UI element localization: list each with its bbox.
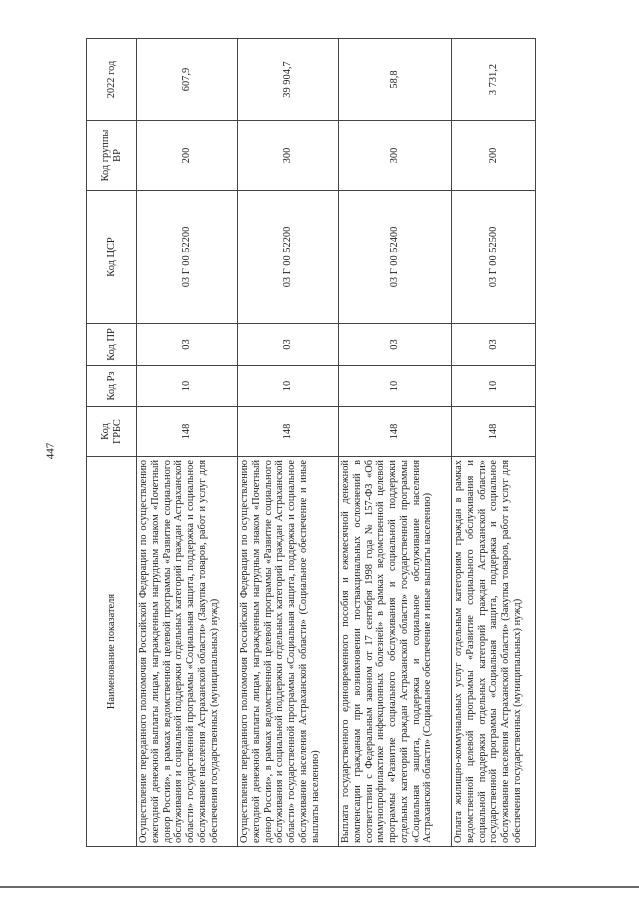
bottom-rule — [0, 886, 639, 888]
budget-table-wrapper — [86, 39, 535, 847]
row-vr: 300 — [238, 121, 339, 191]
row-rz: 10 — [137, 366, 238, 407]
row-name: Оплата жилищно-коммунальных услуг отдельным категориям граждан в рамках ведомственной целевой программы «Развитие социального обслуживания и социальной поддержки отдельных категорий граждан Астраханской области» государственной программы «Социальная защита, поддержка и социальное обслуживание населения Астраханской области» (Закупка товаров, работ и услуг для обеспечения государственных (муниципальных) нужд) — [452, 457, 536, 847]
budget-table — [86, 38, 536, 847]
row-rz: 10 — [452, 366, 536, 407]
table-header-row — [87, 39, 137, 847]
header-rz: Код Рз — [87, 366, 137, 407]
row-value: 58,8 — [339, 39, 452, 121]
header-year: 2022 год — [87, 39, 137, 121]
table-row — [238, 39, 339, 847]
row-csr: 03 Г 00 52200 — [238, 191, 339, 324]
table-row — [452, 39, 536, 847]
row-csr: 03 Г 00 52400 — [339, 191, 452, 324]
row-csr: 03 Г 00 52200 — [137, 191, 238, 324]
row-value: 39 904,7 — [238, 39, 339, 121]
header-vr: Код группы ВР — [87, 121, 137, 191]
page-number: 447 — [44, 442, 57, 460]
row-pr: 03 — [137, 324, 238, 366]
row-name: Осуществление переданного полномочия Российской Федерации по осуществлению ежегодной денежной выплаты лицам, награжденным нагрудным знаком «Почетный донор России», в рамках ведомственной целевой программы «Развитие социального обслуживания и социальной поддержки отдельных категорий граждан Астраханской области» государственной программы «Социальная защита, поддержка и социальное обслуживание населения Астраханской области» (Социальное обеспечение и иные выплаты населению) — [238, 457, 339, 847]
table-row — [339, 39, 452, 847]
row-csr: 03 Г 00 52500 — [452, 191, 536, 324]
row-grbs: 148 — [238, 407, 339, 457]
row-pr: 03 — [452, 324, 536, 366]
row-pr: 03 — [238, 324, 339, 366]
header-pr: Код ПР — [87, 324, 137, 366]
header-grbs: Код ГРБС — [87, 407, 137, 457]
header-csr: Код ЦСР — [87, 191, 137, 324]
row-grbs: 148 — [137, 407, 238, 457]
row-grbs: 148 — [339, 407, 452, 457]
row-value: 607,9 — [137, 39, 238, 121]
row-name: Осуществление переданного полномочия Российской Федерации по осуществлению ежегодной денежной выплаты лицам, награжденным нагрудным знаком «Почетный донор России», в рамках ведомственной целевой программы «Развитие социального обслуживания и социальной поддержки отдельных категорий граждан Астраханской области» государственной программы «Социальная защита, поддержка и социальное обслуживание населения Астраханской области» (Закупка товаров, работ и услуг для обеспечения государственных (муниципальных) нужд) — [137, 457, 238, 847]
header-name: Наименование показателя — [87, 457, 137, 847]
row-grbs: 148 — [452, 407, 536, 457]
row-rz: 10 — [238, 366, 339, 407]
row-vr: 300 — [339, 121, 452, 191]
row-value: 3 731,2 — [452, 39, 536, 121]
row-pr: 03 — [339, 324, 452, 366]
row-vr: 200 — [137, 121, 238, 191]
row-vr: 200 — [452, 121, 536, 191]
row-rz: 10 — [339, 366, 452, 407]
row-name: Выплата государственного единовременного пособия и ежемесячной денежной компенсации гражданам при возникновении поствакцинальных осложнений в соответствии с Федеральным законом от 17 сентября 1998 года № 157-ФЗ «Об иммунопрофилактике инфекционных болезней» в рамках ведомственной целевой программы «Развитие социального обслуживания и социальной поддержки отдельных категорий граждан Астраханской области» государственной программы «Социальная защита, поддержка и социальное обслуживание населения Астраханской области» (Социальное обеспечение и иные выплаты населению) — [339, 457, 452, 847]
table-row — [137, 39, 238, 847]
